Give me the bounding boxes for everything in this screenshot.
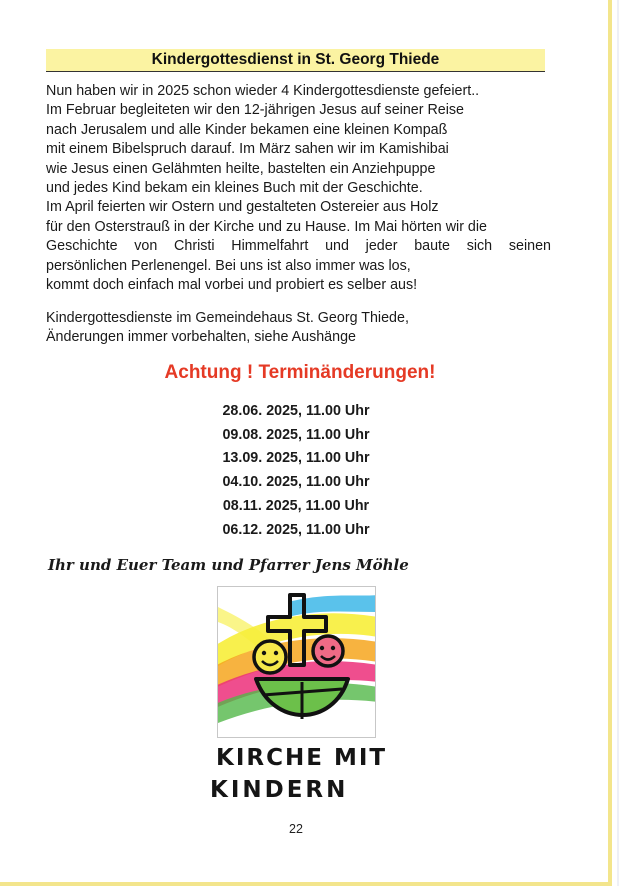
text-line: Kindergottesdienste im Gemeindehaus St. Georg Thiede, xyxy=(46,310,409,326)
date-item: 28.06. 2025, 11.00 Uhr xyxy=(222,403,370,419)
date-item: 09.08. 2025, 11.00 Uhr xyxy=(222,426,370,443)
text-line: nach Jerusalem und alle Kinder bekamen eine kleinen Kompaß xyxy=(46,121,448,138)
date-item: 06.12. 2025, 11.00 Uhr xyxy=(222,521,370,538)
text-line: Geschichte von Christi Himmelfahrt und jeder baute sich seinen xyxy=(46,238,551,255)
date-item: 13.09. 2025, 11.00 Uhr xyxy=(222,450,370,467)
text-line: persönlichen Perlenengel. Bei uns ist also immer was los, xyxy=(46,257,411,274)
date-change-warning: Achtung ! Terminänderungen! xyxy=(164,362,436,383)
text-line: mit einem Bibelspruch darauf. Im März sahen wir im Kamishibai xyxy=(46,141,449,158)
date-item: 04.10. 2025, 11.00 Uhr xyxy=(222,474,370,491)
signature: Ihr und Euer Team und Pfarrer Jens Möhle xyxy=(48,556,409,574)
location-paragraph xyxy=(46,309,551,348)
text-line: Im Februar begleiteten wir den 12-jährigen Jesus auf seiner Reise xyxy=(46,102,465,119)
logo-text-line: KINDERN xyxy=(210,777,349,803)
text-line: und jedes Kind bekam ein kleines Buch mit der Geschichte. xyxy=(46,180,423,197)
logo-illustration xyxy=(218,587,375,737)
text-line: kommt doch einfach mal vorbei und probiert es selber aus! xyxy=(46,277,418,294)
page-edge-bottom xyxy=(0,882,612,886)
logo-lettering xyxy=(210,742,390,806)
text-line: für den Osterstrauß in der Kirche und zu Hause. Im Mai hörten wir die xyxy=(46,218,488,235)
text-line: Nun haben wir in 2025 schon wieder 4 Kindergottesdienste gefeiert.. xyxy=(46,83,480,99)
page-edge-right-shadow xyxy=(617,0,619,886)
date-item: 08.11. 2025, 11.00 Uhr xyxy=(222,497,370,514)
logo-text-line: KIRCHE MIT xyxy=(216,745,388,771)
kirche-mit-kindern-logo xyxy=(217,586,376,738)
page-title: Kindergottesdienst in St. Georg Thiede xyxy=(46,49,545,72)
text-line: Im April feierten wir Ostern und gestalteten Ostereier aus Holz xyxy=(46,199,439,216)
text-line: wie Jesus einen Gelähmten heilte, bastelten ein Anziehpuppe xyxy=(46,160,436,177)
intro-paragraph xyxy=(46,82,551,295)
text-line: Änderungen immer vorbehalten, siehe Aushänge xyxy=(46,329,356,346)
date-list xyxy=(0,400,592,542)
page-number: 22 xyxy=(289,822,303,836)
page-edge-right xyxy=(608,0,612,886)
